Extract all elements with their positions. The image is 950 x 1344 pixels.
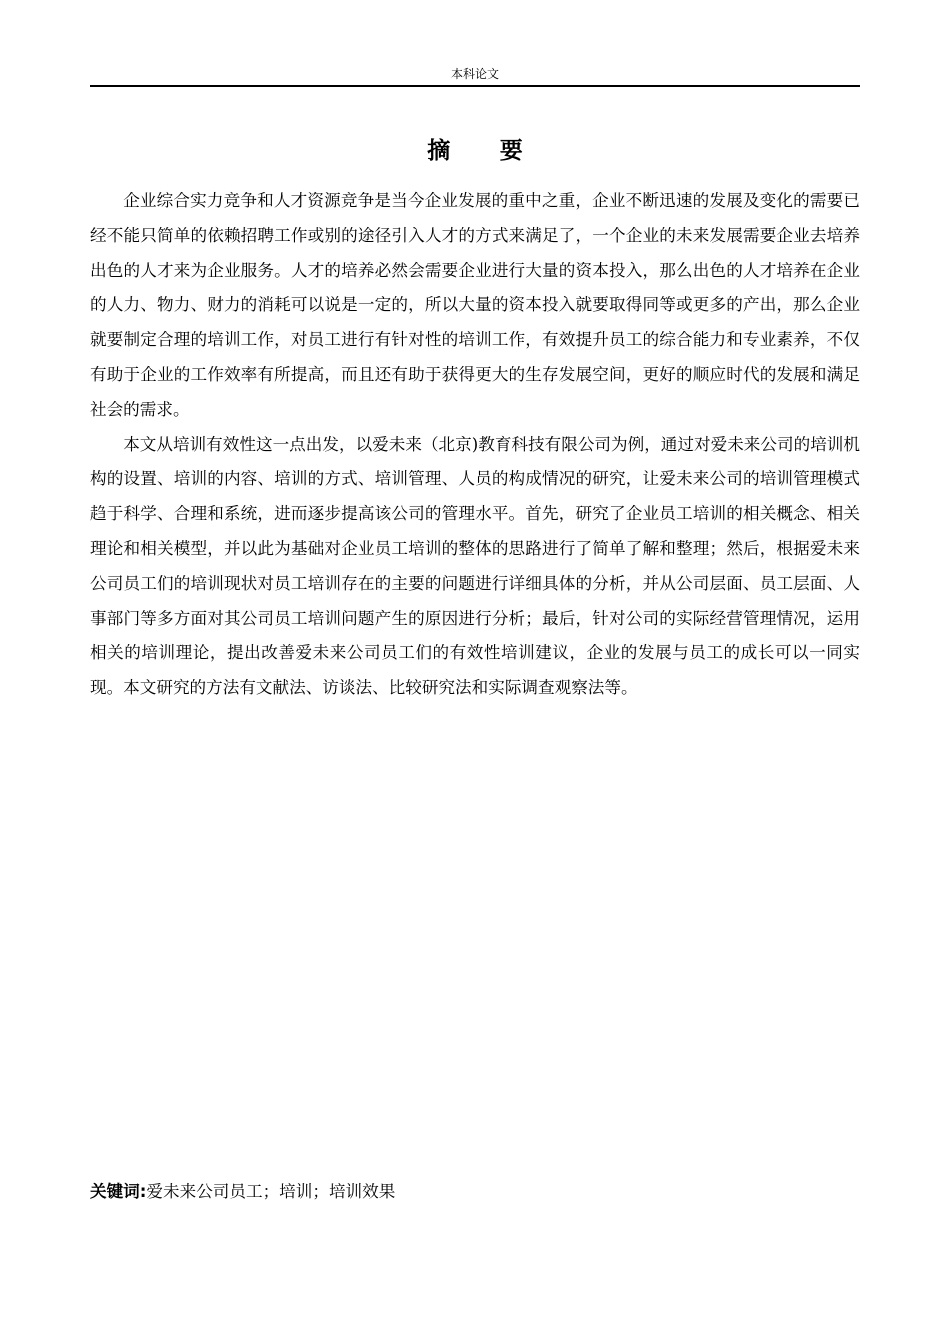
abstract-body — [90, 184, 860, 706]
header-divider — [90, 85, 860, 87]
running-header-title: 本科论文 — [450, 67, 499, 81]
keywords-label: 关键词: — [90, 1182, 147, 1201]
keywords-line — [90, 1180, 860, 1204]
keywords-values: 爱未来公司员工；培训；培训效果 — [146, 1182, 396, 1201]
abstract-paragraph-2: 本文从培训有效性这一点出发，以爱未来（北京)教育科技有限公司为例，通过对爱未来公司的培训机构的设置、培训的内容、培训的方式、培训管理、人员的构成情况的研究，让爱未来公司的培训管理模式趋于科学、合理和系统，进而逐步提高该公司的管理水平。首先，研究了企业员工培训的相关概念、相关理论和相关模型，并以此为基础对企业员工培训的整体的思路进行了简单了解和整理；然后，根据爱未来公司员工们的培训现状对员工培训存在的主要的问题进行详细具体的分析，并从公司层面、员工层面、人事部门等多方面对其公司员工培训问题产生的原因进行分析；最后，针对公司的实际经营管理情况，运用相关的培训理论，提出改善爱未来公司员工们的有效性培训建议，企业的发展与员工的成长可以一同实现。本文研究的方法有文献法、访谈法、比较研究法和实际调查观察法等。 — [90, 434, 860, 698]
abstract-paragraph-1: 企业综合实力竞争和人才资源竞争是当今企业发展的重中之重，企业不断迅速的发展及变化的需要已经不能只简单的依赖招聘工作或别的途径引入人才的方式来满足了，一个企业的未来发展需要企业去培养出色的人才来为企业服务。人才的培养必然会需要企业进行大量的资本投入，那么出色的人才培养在企业的人力、物力、财力的消耗可以说是一定的，所以大量的资本投入就要取得同等或更多的产出，那么企业就要制定合理的培训工作，对员工进行有针对性的培训工作，有效提升员工的综合能力和专业素养，不仅有助于企业的工作效率有所提高，而且还有助于获得更大的生存发展空间，更好的顺应时代的发展和满足社会的需求。 — [90, 191, 860, 419]
abstract-title: 摘 要 — [427, 138, 544, 164]
